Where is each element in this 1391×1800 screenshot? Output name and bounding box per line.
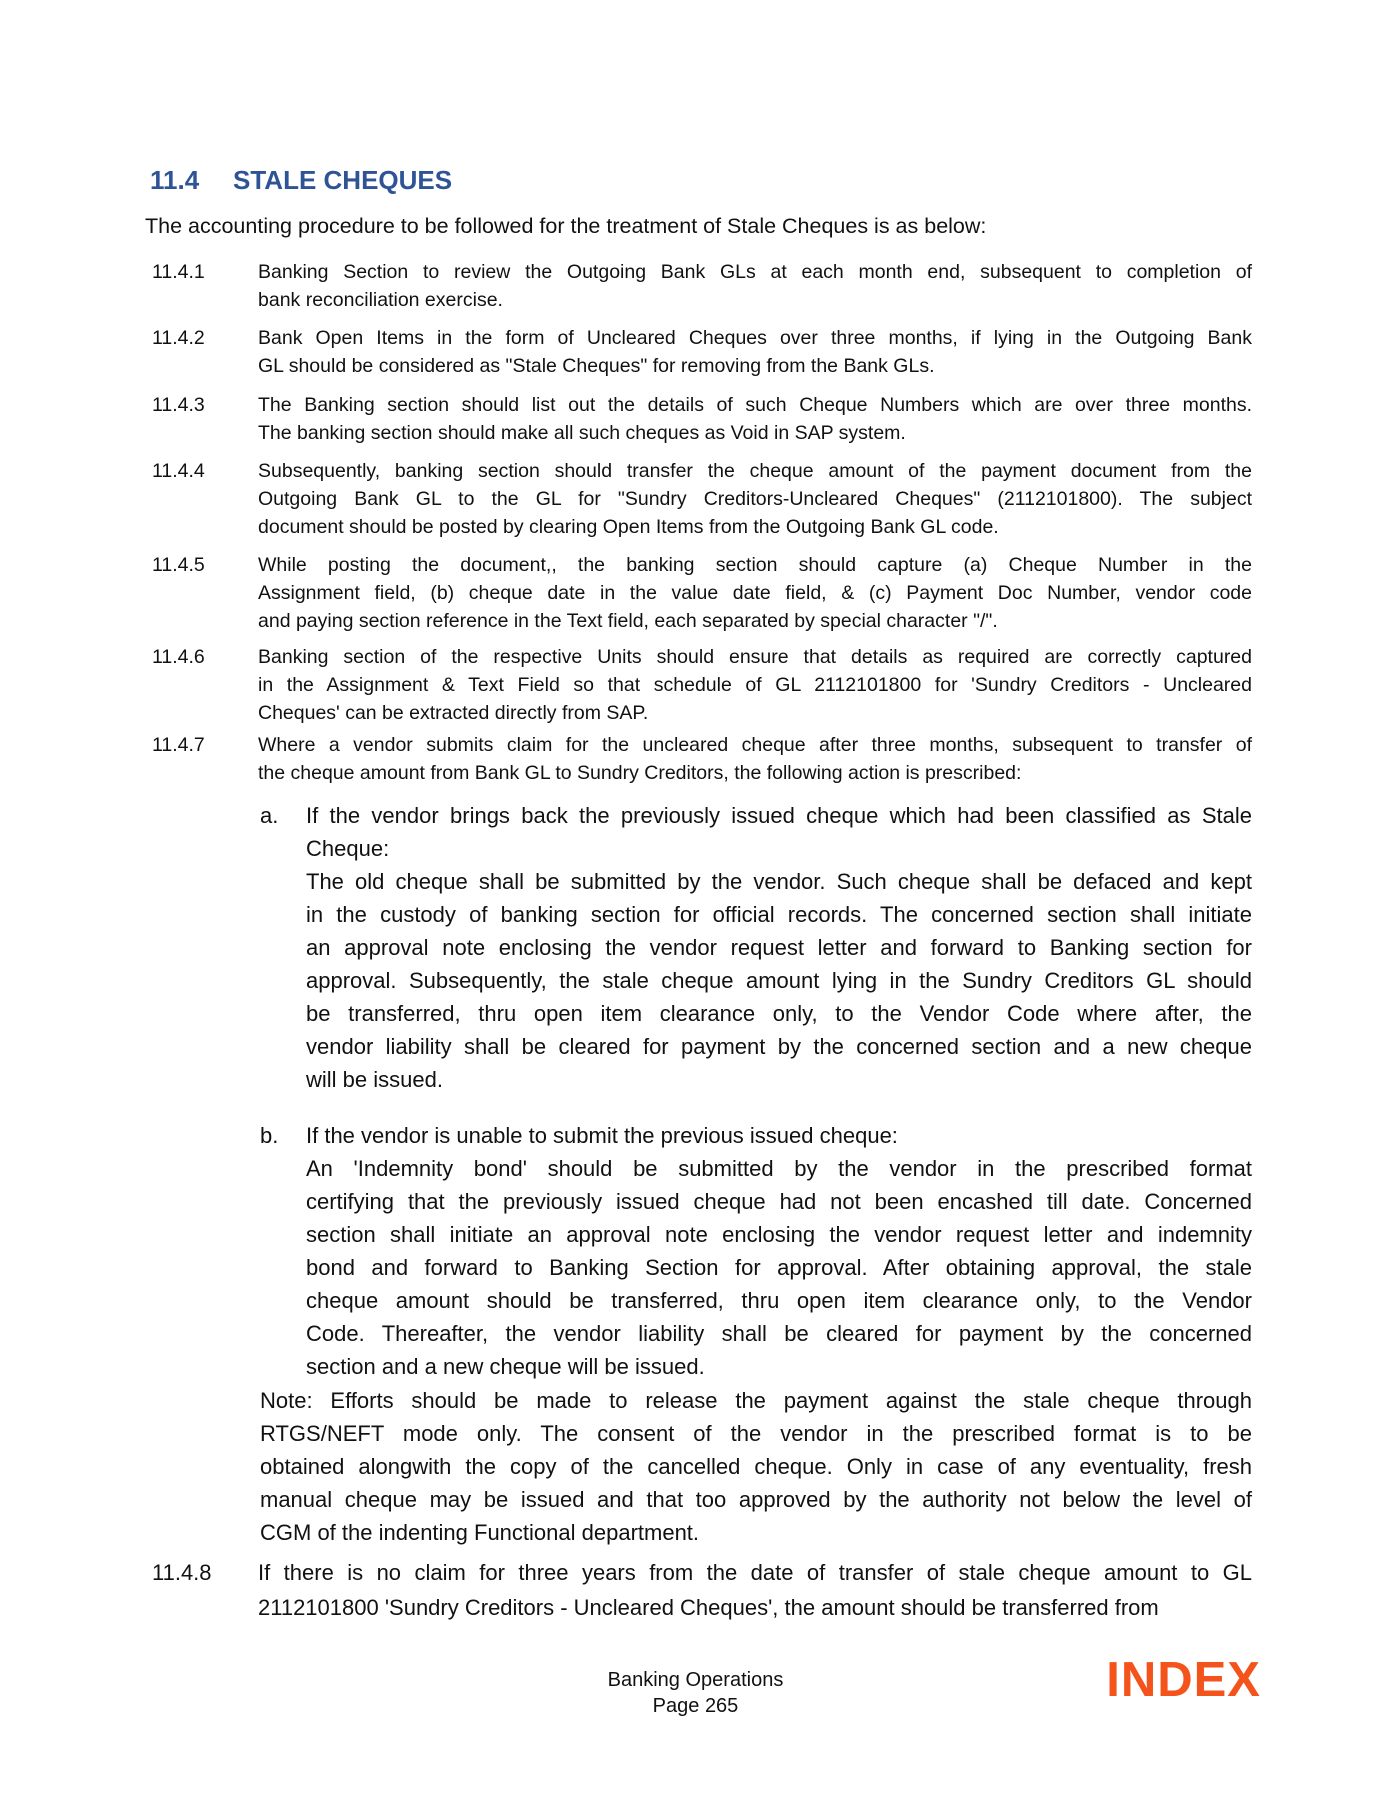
section-text [258,391,1252,447]
clause-heading [306,799,1252,865]
section-text [258,457,1252,541]
text-line: approval. Subsequently, the stale cheque amount lying in the Sundry Creditors GL should [306,968,1252,993]
text-line: in the Assignment & Text Field so that schedule of GL 2112101800 for 'Sundry Creditors - Uncleared [258,674,1252,696]
text-line: section and a new cheque will be issued. [306,1354,705,1379]
text-line: section shall initiate an approval note enclosing the vendor request letter and indemnity [306,1222,1252,1247]
text-line: If there is no claim for three years from the date of transfer of stale cheque amount to GL [258,1560,1252,1585]
section-text [258,551,1252,635]
section-heading-title: STALE CHEQUES [233,165,453,195]
text-line: If the vendor brings back the previously issued cheque which had been classified as Stale [306,803,1252,828]
section-number: 11.4.4 [152,460,205,482]
section-text [258,643,1252,727]
section-text [258,324,1252,380]
text-line: An 'Indemnity bond' should be submitted by the vendor in the prescribed format [306,1156,1252,1181]
text-line: 2112101800 'Sundry Creditors - Uncleared Cheques', the amount should be transferred from [258,1595,1159,1620]
section-11-4-4 [152,457,1252,541]
text-line: Cheque: [306,836,390,861]
text-line: Outgoing Bank GL to the GL for "Sundry Creditors-Uncleared Cheques" (2112101800). The subject [258,488,1252,510]
text-line: cheque amount should be transferred, thru open item clearance only, to the Vendor [306,1288,1252,1313]
text-line: bank reconciliation exercise. [258,289,503,311]
text-line: Banking section of the respective Units should ensure that details as required are correctly captured [258,646,1252,668]
text-line: manual cheque may be issued and that too approved by the authority not below the level of [260,1487,1252,1512]
section-text [258,731,1252,787]
text-line: Cheques' can be extracted directly from SAP. [258,702,649,724]
text-line: Banking Section to review the Outgoing Bank GLs at each month end, subsequent to completion of [258,261,1252,283]
section-number: 11.4.5 [152,554,205,576]
text-line: GL should be considered as "Stale Cheques" for removing from the Bank GLs. [258,355,935,377]
note-paragraph [260,1384,1252,1549]
clause-body [306,865,1252,1096]
intro-paragraph: The accounting procedure to be followed for the treatment of Stale Cheques is as below: [145,214,987,238]
section-heading-number: 11.4 [150,165,200,195]
section-11-4-1 [152,258,1252,314]
text-line: Assignment field, (b) cheque date in the value date field, & (c) Payment Doc Number, vendor code [258,582,1252,604]
section-11-4-5 [152,551,1252,635]
index-link[interactable]: INDEX [1106,1653,1261,1707]
text-line: RTGS/NEFT mode only. The consent of the vendor in the prescribed format is to be [260,1421,1252,1446]
text-line: in the custody of banking section for official records. The concerned section shall initiate [306,902,1252,927]
footer-page-number: Page 265 [652,1695,739,1717]
text-line: Bank Open Items in the form of Uncleared Cheques over three months, if lying in the Outgoing Bank [258,327,1252,349]
clause-marker: a. [260,803,279,828]
section-11-4-7 [152,731,1252,787]
text-line: be transferred, thru open item clearance only, to the Vendor Code where after, the [306,1001,1252,1026]
section-text [258,1555,1252,1625]
text-line: will be issued. [306,1067,443,1092]
section-number: 11.4.7 [152,734,205,756]
footer-doc-title: Banking Operations [607,1669,784,1691]
text-line: the cheque amount from Bank GL to Sundry Creditors, the following action is prescribed: [258,762,1022,784]
text-line: Note: Efforts should be made to release the payment against the stale cheque through [260,1388,1252,1413]
text-line: The banking section should make all such cheques as Void in SAP system. [258,422,906,444]
clause-marker: b. [260,1123,279,1148]
clause-a [260,799,1252,1096]
clause-heading [306,1119,1252,1152]
text-line: an approval note enclosing the vendor request letter and forward to Banking section for [306,935,1252,960]
section-11-4-6 [152,643,1252,727]
text-line: Where a vendor submits claim for the uncleared cheque after three months, subsequent to transfer of [258,734,1252,756]
section-11-4-3 [152,391,1252,447]
text-line: certifying that the previously issued cheque had not been encashed till date. Concerned [306,1189,1252,1214]
text-line: The Banking section should list out the details of such Cheque Numbers which are over three months. [258,394,1252,416]
clause-b [260,1119,1252,1383]
section-number: 11.4.3 [152,394,205,416]
text-line: Code. Thereafter, the vendor liability shall be cleared for payment by the concerned [306,1321,1252,1346]
section-number: 11.4.2 [152,327,205,349]
section-number: 11.4.8 [152,1560,212,1585]
text-line: bond and forward to Banking Section for approval. After obtaining approval, the stale [306,1255,1252,1280]
section-number: 11.4.1 [152,261,205,283]
text-line: If the vendor is unable to submit the previous issued cheque: [306,1123,898,1148]
text-line: CGM of the indenting Functional department. [260,1520,700,1545]
text-line: and paying section reference in the Text field, each separated by special character "/". [258,610,998,632]
section-heading [150,165,1252,196]
section-11-4-2 [152,324,1252,380]
text-line: While posting the document,, the banking section should capture (a) Cheque Number in the [258,554,1252,576]
text-line: The old cheque shall be submitted by the vendor. Such cheque shall be defaced and kept [306,869,1252,894]
section-number: 11.4.6 [152,646,205,668]
text-line: obtained alongwith the copy of the cancelled cheque. Only in case of any eventuality, fresh [260,1454,1252,1479]
text-line: document should be posted by clearing Open Items from the Outgoing Bank GL code. [258,516,999,538]
text-line: vendor liability shall be cleared for payment by the concerned section and a new cheque [306,1034,1252,1059]
section-11-4-8 [152,1555,1252,1625]
text-line: Subsequently, banking section should transfer the cheque amount of the payment document from the [258,460,1252,482]
section-text [258,258,1252,314]
clause-body [306,1152,1252,1383]
